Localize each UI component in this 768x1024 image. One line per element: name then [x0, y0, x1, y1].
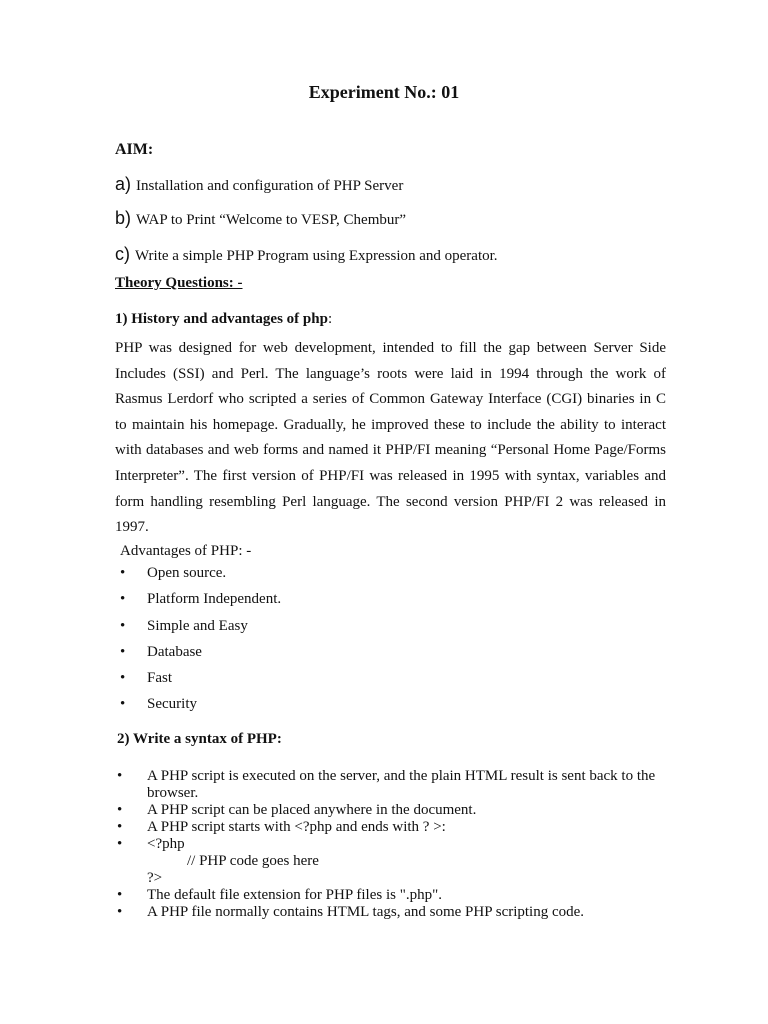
list-item [117, 887, 677, 904]
page-title: Experiment No.: 01 [308, 82, 460, 102]
list-item-text: A PHP script is executed on the server, and the plain HTML result is sent back to the browser. [147, 768, 656, 801]
aim-item-text: WAP to Print “Welcome to VESP, Chembur” [136, 212, 407, 228]
theory-questions-heading: Theory Questions: - [115, 275, 243, 291]
bullet: • [120, 696, 126, 713]
question-1-heading-colon: : [327, 311, 333, 327]
list-item [117, 768, 677, 802]
list-item [120, 562, 281, 588]
list-item-text: A PHP file normally contains HTML tags, and some PHP scripting code. [147, 904, 585, 920]
list-item [120, 615, 281, 641]
advantages-title: Advantages of PHP: - [120, 543, 252, 559]
bullet: • [120, 565, 126, 581]
advantages-list [120, 562, 281, 720]
question-2-heading: 2) Write a syntax of PHP: [117, 731, 282, 747]
aim-item-letter: b) [115, 208, 132, 228]
aim-label: AIM: [115, 141, 154, 158]
bullet: • [120, 643, 126, 660]
bullet: • [120, 670, 126, 687]
list-item [117, 904, 677, 921]
aim-item-c [115, 244, 498, 265]
question-1-heading-text: 1) History and advantages of php [115, 311, 328, 327]
bullet: • [117, 887, 123, 903]
aim-item-text: Write a simple PHP Program using Expression and operator. [135, 248, 498, 264]
list-item [120, 588, 281, 614]
list-item-text: Platform Independent. [147, 591, 282, 608]
aim-item-text: Installation and configuration of PHP Server [136, 178, 404, 194]
list-item [117, 802, 677, 819]
list-item-text: The default file extension for PHP files is ".php". [147, 887, 442, 903]
aim-item-letter: a) [115, 174, 132, 194]
aim-item-letter: c) [115, 244, 130, 264]
history-paragraph: PHP was designed for web development, intended to fill the gap between Server Side Includes (SSI) and Perl. The language’s roots were laid in 1994 through the work of Rasmus Lerdorf who scripted a series of Common Gateway Interface (CGI) binaries in C to maintain his homepage. Gradually, he improved these to include the ability to interact with databases and web forms and named it PHP/FI meaning “Personal Home Page/Forms Interpreter”. The first version of PHP/FI was released in 1995 with syntax, variables and form handling resembling Perl language. The second version PHP/FI 2 was released in 1997. [115, 340, 666, 536]
bullet: • [117, 819, 123, 835]
aim-item-b [115, 208, 406, 229]
bullet: • [120, 617, 126, 634]
list-item [120, 667, 281, 693]
list-item [120, 693, 281, 719]
code-open-tag: <?php [147, 836, 185, 852]
code-close-tag: ?> [147, 870, 163, 886]
list-item [120, 641, 281, 667]
list-item [117, 819, 677, 836]
list-item-text: Simple and Easy [147, 617, 248, 634]
syntax-list [117, 768, 677, 921]
list-item-text: A PHP script starts with <?php and ends with ? >: [147, 819, 446, 835]
code-comment: // PHP code goes here [187, 853, 319, 869]
list-item-text: A PHP script can be placed anywhere in the document. [147, 802, 477, 818]
aim-item-a [115, 174, 403, 195]
bullet: • [117, 904, 123, 920]
bullet: • [120, 591, 126, 608]
bullet: • [117, 836, 123, 852]
bullet: • [117, 802, 123, 818]
list-item-text: Fast [147, 670, 173, 687]
list-item-text: Database [147, 643, 202, 660]
code-sample [117, 836, 677, 887]
list-item-text: Security [147, 696, 197, 713]
question-1-heading [115, 311, 332, 328]
bullet: • [117, 768, 123, 784]
list-item-text: Open source. [147, 565, 227, 581]
